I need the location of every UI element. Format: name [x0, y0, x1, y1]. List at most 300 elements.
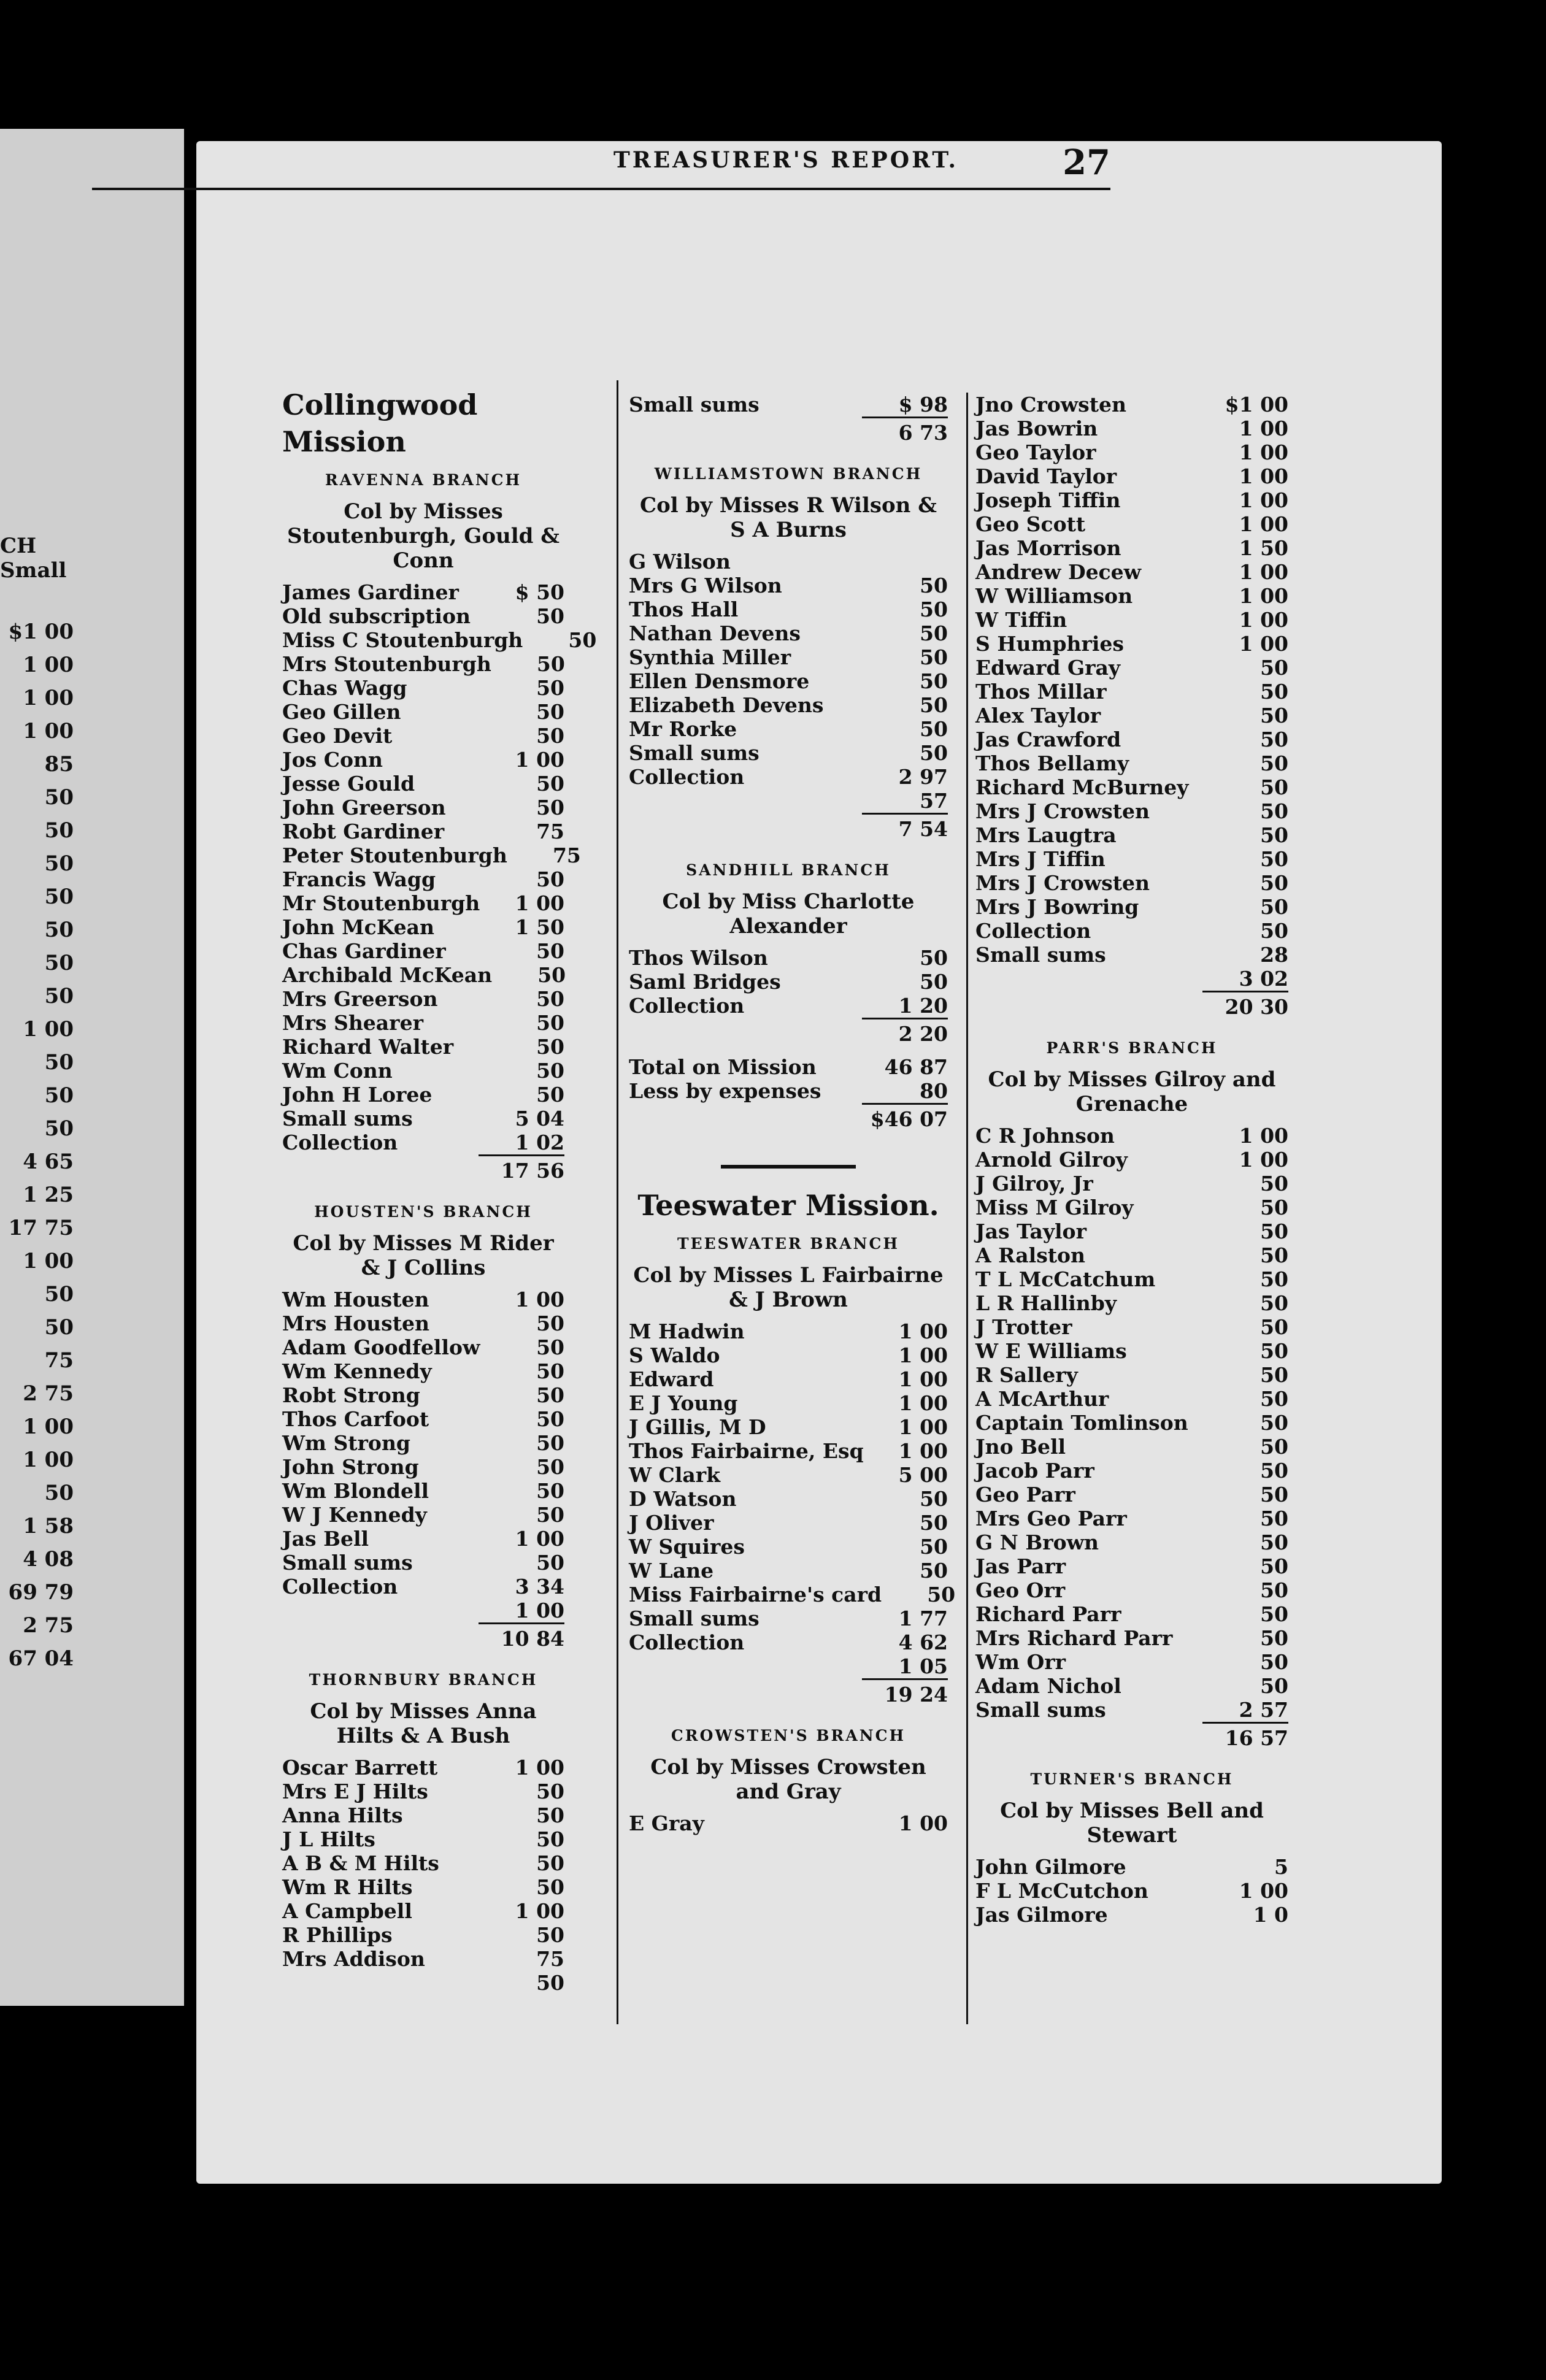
donation-amount: 1 00 — [1239, 560, 1288, 584]
donation-amount: 1 50 — [1239, 536, 1288, 560]
donor-name: A McArthur — [975, 1387, 1109, 1411]
fragment-amount: 50 — [44, 951, 74, 975]
ledger-row — [629, 393, 948, 416]
ledger-row — [975, 1291, 1288, 1315]
donor-name: R Phillips — [282, 1923, 393, 1947]
donor-name: Wm Blondell — [282, 1479, 429, 1503]
ledger-row — [629, 1439, 948, 1463]
donation-amount: 50 — [568, 628, 597, 652]
ledger-row — [282, 1827, 564, 1851]
ledger-row — [282, 867, 564, 891]
donor-name: Adam Goodfellow — [282, 1335, 480, 1359]
ledger-row — [975, 727, 1288, 751]
donor-name: Small sums — [282, 1551, 413, 1575]
donation-amount: 50 — [536, 1383, 564, 1407]
branch-total: $46 07 — [862, 1103, 948, 1132]
ledger-row — [282, 1947, 564, 1971]
donation-amount: 50 — [1260, 847, 1288, 871]
donation-amount: 50 — [1260, 1196, 1288, 1219]
donor-name: Wm Housten — [282, 1288, 429, 1311]
ledger-row — [629, 765, 948, 789]
ledger-row — [282, 1551, 564, 1575]
fragment-amount: 50 — [44, 785, 74, 810]
fragment-amount: 1 00 — [23, 719, 74, 743]
donor-name: Oscar Barrett — [282, 1756, 438, 1779]
ledger-row — [975, 464, 1288, 488]
donor-name: Chas Wagg — [282, 676, 407, 700]
section-spacer — [282, 1651, 564, 1660]
donation-amount: 50 — [536, 987, 564, 1011]
donor-name: Geo Parr — [975, 1483, 1075, 1507]
ledger-row — [629, 946, 948, 970]
donor-name: Jas Bell — [282, 1527, 369, 1551]
donation-amount: 3 02 — [1239, 967, 1288, 991]
fragment-amount: 50 — [44, 818, 74, 843]
ledger-row — [975, 1530, 1288, 1554]
ledger-row — [975, 1363, 1288, 1387]
ledger-row — [975, 1626, 1288, 1650]
ledger-row — [282, 1035, 564, 1059]
collectors-line: Col by Misses Anna Hilts & A Bush — [310, 1699, 537, 1748]
donor-name: John Gilmore — [975, 1855, 1126, 1879]
donation-amount: 50 — [536, 1431, 564, 1455]
section-spacer — [975, 1751, 1288, 1759]
ledger-row — [282, 820, 564, 843]
branch-heading: TURNER'S BRANCH — [1030, 1770, 1234, 1788]
ledger-row — [975, 632, 1288, 656]
ledger-row — [282, 1923, 564, 1947]
donation-amount: 50 — [1260, 680, 1288, 704]
branch-heading: TEESWATER BRANCH — [677, 1235, 900, 1253]
donation-amount: 50 — [920, 741, 948, 765]
fragment-amount: 2 75 — [23, 1381, 74, 1406]
donor-name: R Sallery — [975, 1363, 1078, 1387]
ledger-row — [629, 1630, 948, 1654]
donation-amount: 50 — [927, 1583, 956, 1606]
donor-name: Mrs G Wilson — [629, 574, 782, 597]
fragment-amount: 1 00 — [23, 1017, 74, 1042]
ledger-row — [975, 680, 1288, 704]
branch-heading: PARR'S BRANCH — [1046, 1039, 1218, 1057]
donor-name: W Lane — [629, 1559, 714, 1583]
ledger-row — [282, 987, 564, 1011]
section-spacer — [629, 1707, 948, 1716]
donor-name: Francis Wagg — [282, 867, 436, 891]
facing-page-fragment — [0, 129, 184, 2006]
donor-name: Edward Gray — [975, 656, 1121, 680]
donor-name: Peter Stoutenburgh — [282, 843, 507, 867]
donation-amount: 50 — [536, 1551, 564, 1575]
donation-amount: 50 — [920, 669, 948, 693]
donor-name: J L Hilts — [282, 1827, 375, 1851]
ledger-row — [629, 574, 948, 597]
section-spacer — [975, 1927, 1288, 1935]
donation-amount: 1 00 — [1239, 416, 1288, 440]
donation-amount: 50 — [1260, 1435, 1288, 1459]
donor-name: A Ralston — [975, 1243, 1086, 1267]
ledger-row — [975, 704, 1288, 727]
ledger-row — [282, 724, 564, 748]
donor-name: Alex Taylor — [975, 704, 1101, 727]
collectors-line: Col by Misses Gilroy and Grenache — [988, 1067, 1276, 1116]
donation-amount: 4 62 — [898, 1630, 948, 1654]
donor-name: S Humphries — [975, 632, 1124, 656]
fragment-amount: 1 25 — [23, 1183, 74, 1207]
donor-name: Captain Tomlinson — [975, 1411, 1188, 1435]
fragment-amount: 1 00 — [23, 1448, 74, 1472]
ledger-row — [629, 1811, 948, 1835]
donation-amount: 50 — [536, 724, 564, 748]
fragment-amount: 1 58 — [23, 1514, 74, 1538]
fragment-amount: 75 — [44, 1348, 74, 1373]
ledger-row — [975, 871, 1288, 895]
donation-amount: 50 — [537, 963, 566, 987]
donation-amount: 3 34 — [515, 1575, 564, 1599]
branch-heading: CROWSTEN'S BRANCH — [671, 1727, 906, 1745]
donation-amount: 50 — [1260, 1626, 1288, 1650]
donation-amount: 50 — [920, 1511, 948, 1535]
ledger-row — [975, 1578, 1288, 1602]
branch-total: 2 20 — [862, 1018, 948, 1046]
fragment-amount: 1 00 — [23, 1249, 74, 1273]
donation-amount: 1 00 — [898, 1439, 948, 1463]
donation-amount: 50 — [1260, 1291, 1288, 1315]
donor-name: J Oliver — [629, 1511, 714, 1535]
collectors-line: Col by Miss Charlotte Alexander — [662, 889, 915, 939]
donor-name: W Williamson — [975, 584, 1133, 608]
donation-amount: 50 — [536, 1035, 564, 1059]
donation-amount: 50 — [536, 1503, 564, 1527]
donor-name: Richard Parr — [975, 1602, 1121, 1626]
ledger-row — [975, 1124, 1288, 1148]
donor-name: F L McCutchon — [975, 1879, 1148, 1903]
ledger-row — [629, 1055, 948, 1079]
donation-amount: 80 — [920, 1079, 948, 1103]
donor-name: Small sums — [282, 1107, 413, 1130]
ledger-row — [975, 1219, 1288, 1243]
donation-amount: 5 04 — [515, 1107, 564, 1130]
fragment-amount: 2 75 — [23, 1613, 74, 1638]
donor-name: E J Young — [629, 1391, 738, 1415]
ledger-row — [975, 1339, 1288, 1363]
donation-amount: 50 — [920, 1487, 948, 1511]
ledger-row — [975, 536, 1288, 560]
donor-name: James Gardiner — [282, 580, 459, 604]
donor-name: John McKean — [282, 915, 435, 939]
donation-amount: 1 05 — [898, 1654, 948, 1678]
donor-name: Wm Conn — [282, 1059, 393, 1083]
ledger-row — [629, 669, 948, 693]
donation-amount: 1 00 — [898, 1367, 948, 1391]
ledger-row — [975, 1267, 1288, 1291]
ledger-row — [975, 584, 1288, 608]
donor-name: Mr Stoutenburgh — [282, 891, 480, 915]
ledger-row — [282, 1059, 564, 1083]
donation-amount: 1 00 — [1239, 608, 1288, 632]
donor-name: Richard Walter — [282, 1035, 454, 1059]
ledger-row — [282, 796, 564, 820]
donation-amount: 50 — [920, 693, 948, 717]
ledger-row — [975, 608, 1288, 632]
ledger-row — [975, 1602, 1288, 1626]
donation-amount: 50 — [1260, 751, 1288, 775]
branch-total: 17 56 — [479, 1154, 564, 1183]
donor-name: Total on Mission — [629, 1055, 817, 1079]
donation-amount: 1 00 — [1239, 584, 1288, 608]
donation-amount: 50 — [536, 1011, 564, 1035]
ledger-row — [282, 748, 564, 772]
donor-name: Geo Gillen — [282, 700, 401, 724]
ledger-row — [975, 656, 1288, 680]
ledger-row — [975, 847, 1288, 871]
donation-amount: 50 — [536, 1455, 564, 1479]
donor-name: Robt Gardiner — [282, 820, 445, 843]
donor-name: J Gillis, M D — [629, 1415, 766, 1439]
donation-amount: 50 — [1260, 1602, 1288, 1626]
ledger-row — [282, 652, 564, 676]
fragment-amount: 50 — [44, 1481, 74, 1505]
donation-amount: 50 — [536, 1851, 564, 1875]
donation-amount: 1 00 — [1239, 1148, 1288, 1172]
donor-name: Collection — [629, 765, 745, 789]
ledger-row — [282, 1503, 564, 1527]
donation-amount: 1 20 — [898, 994, 948, 1018]
donation-amount: 1 50 — [515, 915, 564, 939]
donor-name: M Hadwin — [629, 1319, 745, 1343]
donation-amount: 1 00 — [1239, 440, 1288, 464]
donation-amount: 1 00 — [1239, 488, 1288, 512]
branch-total: 16 57 — [1202, 1722, 1288, 1751]
ledger-row — [975, 775, 1288, 799]
ledger-row — [975, 1855, 1288, 1879]
column-divider — [966, 393, 968, 2024]
donation-amount: 1 00 — [898, 1343, 948, 1367]
fragment-amount: 50 — [44, 984, 74, 1008]
ledger-row — [282, 1407, 564, 1431]
ledger-row — [282, 1899, 564, 1923]
donation-amount: 50 — [1260, 1674, 1288, 1698]
donation-amount: 50 — [536, 1923, 564, 1947]
donation-amount: 1 77 — [898, 1606, 948, 1630]
donor-name: Thos Carfoot — [282, 1407, 429, 1431]
ledger-row — [282, 1311, 564, 1335]
ledger-row — [975, 1507, 1288, 1530]
ledger-row — [629, 550, 948, 574]
header-rule — [92, 188, 1110, 190]
ledger-row — [629, 1343, 948, 1367]
ledger-row — [975, 1435, 1288, 1459]
donation-amount: 50 — [920, 717, 948, 741]
donor-name: Elizabeth Devens — [629, 693, 824, 717]
donor-name: Mrs Geo Parr — [975, 1507, 1127, 1530]
donor-name: Thos Wilson — [629, 946, 768, 970]
donor-name: Small sums — [975, 1698, 1106, 1722]
donation-amount: 1 0 — [1253, 1903, 1288, 1927]
ledger-row — [282, 1335, 564, 1359]
donation-amount: 57 — [920, 789, 948, 813]
ledger-row — [975, 416, 1288, 440]
ledger-row — [282, 1875, 564, 1899]
donor-name: W Squires — [629, 1535, 745, 1559]
donor-name: J Gilroy, Jr — [975, 1172, 1093, 1196]
donor-name: Old subscription — [282, 604, 471, 628]
donation-amount: 1 00 — [898, 1391, 948, 1415]
column-3 — [975, 393, 1288, 1935]
ledger-row — [282, 772, 564, 796]
donor-name: Geo Devit — [282, 724, 393, 748]
ledger-row — [282, 1756, 564, 1779]
donor-name: Miss Fairbairne's card — [629, 1583, 882, 1606]
donation-amount: 5 — [1274, 1855, 1288, 1879]
donor-name: Mrs Richard Parr — [975, 1626, 1173, 1650]
donation-amount: 50 — [536, 1335, 564, 1359]
donor-name: Thos Bellamy — [975, 751, 1129, 775]
fragment-amount: 1 00 — [23, 1415, 74, 1439]
donor-name: D Watson — [629, 1487, 737, 1511]
ledger-row — [282, 963, 564, 987]
donation-amount: 50 — [1260, 1219, 1288, 1243]
fragment-amount: 50 — [44, 1083, 74, 1108]
ledger-row — [629, 1391, 948, 1415]
branch-total: 6 73 — [862, 416, 948, 445]
ledger-row — [975, 799, 1288, 823]
donation-amount: 5 00 — [898, 1463, 948, 1487]
donor-name: Mrs J Bowring — [975, 895, 1139, 919]
ledger-row — [975, 440, 1288, 464]
donation-amount: 50 — [1260, 871, 1288, 895]
donor-name: Mrs Addison — [282, 1947, 425, 1971]
ledger-row — [282, 1575, 564, 1599]
ledger-row — [282, 1288, 564, 1311]
page-header — [92, 142, 1110, 184]
fragment-amount: 4 65 — [23, 1150, 74, 1174]
donation-amount: 50 — [536, 1827, 564, 1851]
donation-amount: 50 — [1260, 1315, 1288, 1339]
fragment-heading: CH — [0, 534, 37, 558]
donation-amount: 50 — [536, 1359, 564, 1383]
donor-name: L R Hallinby — [975, 1291, 1117, 1315]
donor-name: Thos Fairbairne, Esq — [629, 1439, 864, 1463]
branch-heading: SANDHILL BRANCH — [686, 861, 891, 879]
donor-name: S Waldo — [629, 1343, 720, 1367]
donor-name: Thos Hall — [629, 597, 739, 621]
donation-amount: 50 — [1260, 1507, 1288, 1530]
donation-amount: 50 — [536, 1311, 564, 1335]
donor-name: Wm Orr — [975, 1650, 1066, 1674]
donor-name: Geo Scott — [975, 512, 1086, 536]
ledger-row — [282, 1599, 564, 1622]
donation-amount: 50 — [920, 645, 948, 669]
donor-name: Archibald McKean — [282, 963, 493, 987]
collectors-line: Col by Misses Stoutenburgh, Gould & Conn — [287, 499, 560, 573]
donation-amount: 50 — [920, 1535, 948, 1559]
donor-name: Wm R Hilts — [282, 1875, 413, 1899]
ledger-row — [282, 1803, 564, 1827]
fragment-amount: $1 00 — [8, 620, 74, 644]
donor-name: David Taylor — [975, 464, 1117, 488]
donor-name: Small sums — [629, 393, 760, 416]
section-spacer — [282, 1183, 564, 1192]
donation-amount: 50 — [1260, 1459, 1288, 1483]
ledger-row — [282, 1479, 564, 1503]
ledger-row — [282, 1527, 564, 1551]
fragment-amount: 17 75 — [8, 1216, 74, 1240]
collectors-line: Col by Misses Crowsten and Gray — [650, 1755, 926, 1804]
ledger-row — [282, 1011, 564, 1035]
ledger-row — [629, 1487, 948, 1511]
donation-amount: 50 — [1260, 727, 1288, 751]
collectors-line: Col by Misses Bell and Stewart — [1000, 1798, 1264, 1848]
donation-amount: 50 — [1260, 895, 1288, 919]
donor-name: Mrs Shearer — [282, 1011, 423, 1035]
donor-name: Wm Strong — [282, 1431, 411, 1455]
section-spacer — [629, 445, 948, 454]
donor-name: Jas Parr — [975, 1554, 1066, 1578]
donation-amount: 1 00 — [515, 891, 564, 915]
donation-amount: 50 — [1260, 1387, 1288, 1411]
branch-heading: THORNBURY BRANCH — [309, 1671, 538, 1689]
donor-name: Thos Millar — [975, 680, 1107, 704]
ledger-row — [975, 1387, 1288, 1411]
donation-amount: 50 — [1260, 1267, 1288, 1291]
donation-amount: $1 00 — [1225, 393, 1288, 416]
column-1 — [282, 386, 597, 2003]
donation-amount: 50 — [920, 597, 948, 621]
ledger-row — [975, 1411, 1288, 1435]
donation-amount: 50 — [1260, 1650, 1288, 1674]
donation-amount: 1 00 — [515, 1288, 564, 1311]
ledger-row — [975, 751, 1288, 775]
donation-amount: 50 — [1260, 704, 1288, 727]
ledger-row — [629, 645, 948, 669]
donation-amount: 50 — [536, 1803, 564, 1827]
ledger-row — [975, 512, 1288, 536]
donor-name: Mrs Housten — [282, 1311, 429, 1335]
donor-name: C R Johnson — [975, 1124, 1115, 1148]
ledger-row — [282, 1971, 564, 1995]
ledger-row — [282, 891, 564, 915]
fragment-amount: 4 08 — [23, 1547, 74, 1572]
page-number: 27 — [1063, 142, 1110, 183]
donation-amount: 46 87 — [884, 1055, 948, 1079]
ledger-row — [975, 488, 1288, 512]
ledger-row — [975, 393, 1288, 416]
donation-amount: 1 02 — [515, 1130, 564, 1154]
fragment-amount: 1 00 — [23, 686, 74, 710]
donation-amount: 50 — [1260, 1578, 1288, 1602]
donor-name: A B & M Hilts — [282, 1851, 439, 1875]
ledger-row — [975, 943, 1288, 967]
donor-name: Small sums — [629, 1606, 760, 1630]
donation-amount: 75 — [536, 1947, 564, 1971]
ledger-row — [629, 1367, 948, 1391]
donation-amount: 50 — [536, 939, 564, 963]
ledger-row — [282, 1779, 564, 1803]
donor-name: Collection — [629, 994, 745, 1018]
donation-amount: 50 — [536, 1779, 564, 1803]
donation-amount: 50 — [536, 652, 565, 676]
ledger-row — [629, 1079, 948, 1103]
donor-name: Mrs J Tiffin — [975, 847, 1106, 871]
fragment-amount: 50 — [44, 885, 74, 909]
ledger-row — [282, 915, 564, 939]
donation-amount: 1 00 — [515, 1756, 564, 1779]
donation-amount: 50 — [536, 796, 564, 820]
donor-name: Ellen Densmore — [629, 669, 810, 693]
ledger-row — [975, 1315, 1288, 1339]
donation-amount: 75 — [536, 820, 564, 843]
donor-name: Nathan Devens — [629, 621, 801, 645]
